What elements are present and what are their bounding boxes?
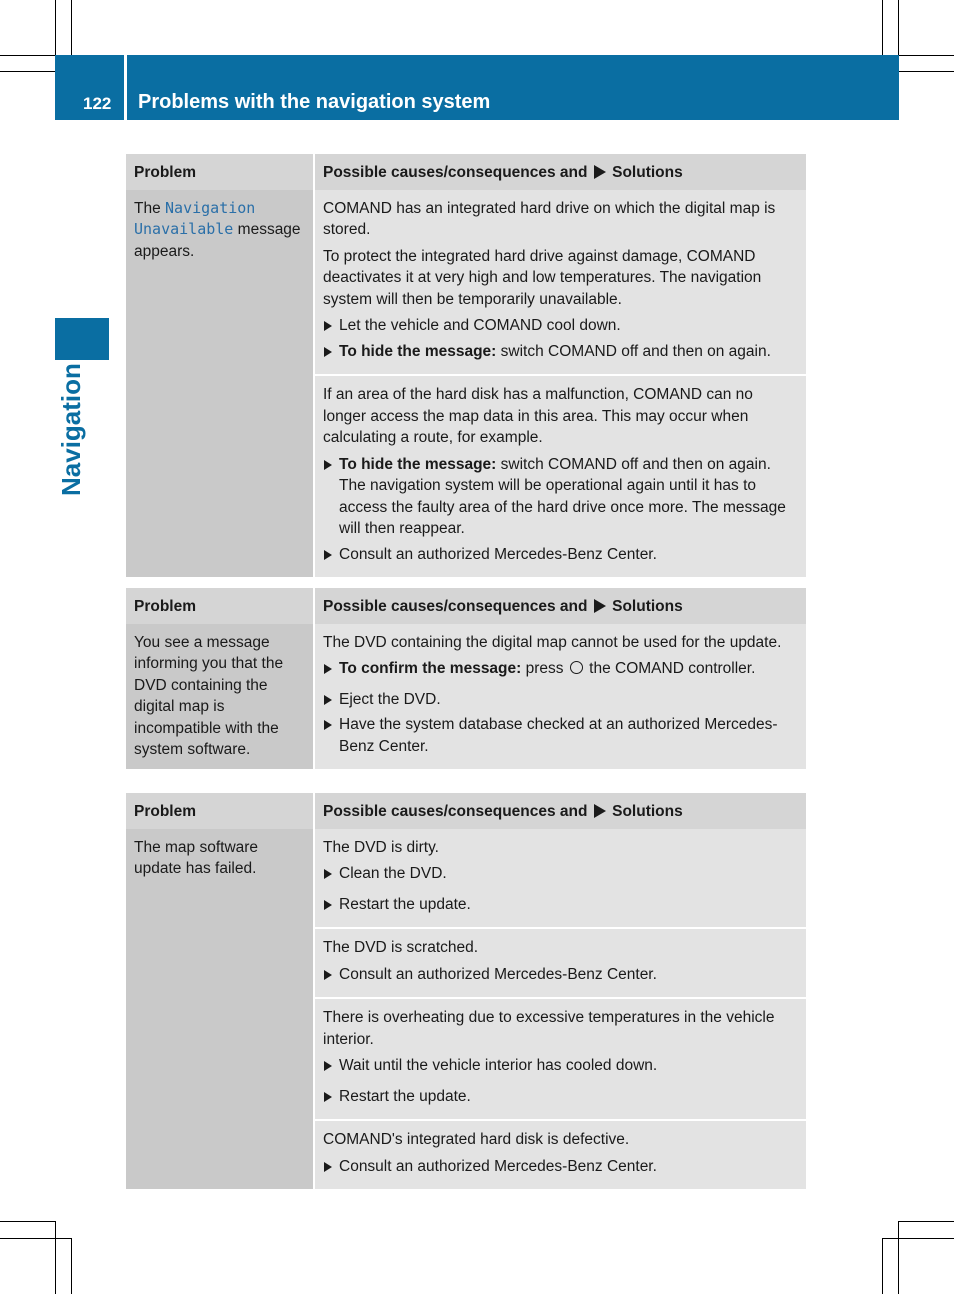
solution-cell: The DVD containing the digital map cannot be used for the update. To confirm the message: press the COMAND controller. Eject the DVD. Have the system database checked at an authorized Mercedes-Benz Center. xyxy=(314,624,806,770)
solution-cell: The DVD is dirty. Clean the DVD. Restart the update. xyxy=(314,829,806,929)
problem-cell: You see a message informing you that the DVD containing the digital map is incompatible with the system software. xyxy=(126,624,314,770)
header-divider xyxy=(124,55,127,120)
crop-mark xyxy=(0,55,56,56)
problem-cell: The Navigation Unavailable message appears. xyxy=(126,190,314,578)
instruction-step: Let the vehicle and COMAND cool down. xyxy=(323,315,798,337)
solution-cell: COMAND has an integrated hard drive on which the digital map is stored. To protect the integrated hard drive against damage, COMAND deactivates it at very high and low temperatures. The navigation system will then be temporarily unavailable. Let the vehicle and COMAND cool down. To hide the message: switch COMAND off and then on again. xyxy=(314,190,806,376)
solution-cell: If an area of the hard disk has a malfunction, COMAND can no longer access the map data in this area. This may occur when calculating a route, for example. To hide the message: switch COMAND off and then on again. The navigation system will be operational again until it has to access the faulty area of the hard drive once more. The message will then reappear. Consult an authorized Mercedes-Benz Center. xyxy=(314,375,806,577)
display-message: Unavailable xyxy=(134,220,234,238)
problem-table-2 xyxy=(126,588,806,769)
instruction-step: Have the system database checked at an authorized Mercedes-Benz Center. xyxy=(323,714,798,757)
problem-table-1 xyxy=(126,154,806,577)
arrow-icon xyxy=(594,165,606,179)
controller-press-icon xyxy=(570,661,583,674)
crop-mark xyxy=(882,1238,883,1294)
instruction-step: Consult an authorized Mercedes-Benz Center. xyxy=(323,544,798,566)
crop-mark xyxy=(55,0,56,56)
display-message: Navigation xyxy=(165,198,256,217)
instruction-step: To hide the message: switch COMAND off and then on again. xyxy=(323,341,798,363)
page-title: Problems with the navigation system xyxy=(138,91,491,113)
crop-mark xyxy=(898,1221,954,1222)
col-header-problem: Problem xyxy=(126,588,314,624)
crop-mark xyxy=(71,0,72,56)
crop-mark xyxy=(898,71,954,72)
crop-mark xyxy=(898,0,899,56)
col-header-solutions: Possible causes/consequences and Solutions xyxy=(314,154,806,190)
crop-mark xyxy=(71,1238,72,1294)
instruction-step: Consult an authorized Mercedes-Benz Center. xyxy=(323,1156,798,1178)
arrow-icon xyxy=(594,804,606,818)
instruction-step: Consult an authorized Mercedes-Benz Center. xyxy=(323,964,798,986)
arrow-icon xyxy=(594,599,606,613)
problem-cell: The map software update has failed. xyxy=(126,829,314,1190)
instruction-step: Restart the update. xyxy=(323,1086,798,1108)
side-tab-navigation: Navigation xyxy=(56,363,86,496)
col-header-solutions: Possible causes/consequences and Solutions xyxy=(314,588,806,624)
solution-cell: The DVD is scratched. Consult an authorized Mercedes-Benz Center. xyxy=(314,928,806,998)
crop-mark xyxy=(898,55,954,56)
instruction-step: Clean the DVD. xyxy=(323,863,798,885)
solution-cell: There is overheating due to excessive temperatures in the vehicle interior. Wait until the vehicle interior has cooled down. Restart the update. xyxy=(314,998,806,1120)
solution-cell: COMAND's integrated hard disk is defective. Consult an authorized Mercedes-Benz Center. xyxy=(314,1120,806,1189)
instruction-step: To hide the message: switch COMAND off and then on again. The navigation system will be operational again until it has to access the faulty area of the hard drive once more. The message will then reappear. xyxy=(323,454,798,540)
crop-mark xyxy=(898,1221,899,1294)
col-header-solutions: Possible causes/consequences and Solutions xyxy=(314,793,806,829)
instruction-step: Wait until the vehicle interior has cooled down. xyxy=(323,1055,798,1077)
instruction-step: Eject the DVD. xyxy=(323,689,798,711)
crop-mark xyxy=(0,1221,56,1222)
crop-mark xyxy=(882,1238,954,1239)
instruction-step: Restart the update. xyxy=(323,894,798,916)
crop-mark xyxy=(55,1221,56,1294)
page-number: 122 xyxy=(83,94,112,113)
crop-mark xyxy=(0,71,56,72)
instruction-step: To confirm the message: press the COMAND controller. xyxy=(323,658,798,680)
crop-mark xyxy=(882,0,883,56)
col-header-problem: Problem xyxy=(126,154,314,190)
problem-table-3 xyxy=(126,793,806,1189)
col-header-problem: Problem xyxy=(126,793,314,829)
crop-mark xyxy=(0,1238,72,1239)
